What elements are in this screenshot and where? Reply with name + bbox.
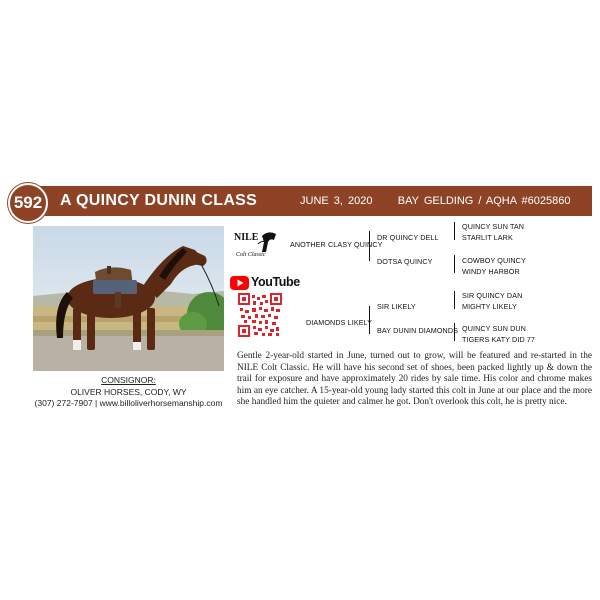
nile-logo-subtext: Colt Classic [236,252,266,258]
pedigree-ggp: MIGHTY LIKELY [462,302,517,311]
pedigree-dam: DIAMONDS LIKELY [306,318,373,327]
lot-meta [300,195,570,207]
pedigree-sire: ANOTHER CLASY QUINCY [290,240,383,249]
pedigree-sire-sire: DR QUINCY DELL [377,233,439,242]
qr-code[interactable] [238,293,282,337]
pedigree-ggp: QUINCY SUN TAN [462,222,525,231]
pedigree-sire-dam: DOTSA QUINCY [377,257,433,266]
pedigree-bracket-dam [369,306,370,334]
pedigree-bracket-ggp-2 [454,255,455,273]
pedigree-ggp: WINDY HARBOR [462,267,520,276]
consignor-label: CONSIGNOR: [101,375,156,385]
consignor-contact[interactable]: (307) 272-7907 | www.billoliverhorsemanship.com [34,398,223,408]
pedigree-ggp: TIGERS KATY DID 77 [462,335,536,344]
nile-colt-classic-logo [232,228,280,260]
lot-number-badge: 592 [8,183,48,223]
horse-photo [33,226,224,371]
horse-description: Gentle 2-year-old started in June, turned out to grow, will be featured and re-started in the NILE Colt Classic. He will have his second set of shoes, been packed lightly up & down the trail for exposure and have approximately 20 rides by sale time. His color and chrome makes him an eye catcher. A 15-year-old young lady started this colt in June at our place and the more she handled him the quieter and calmer he got. Don't overlook this colt, he is pretty nice. [237,351,592,407]
foal-date: JUNE 3, 2020 [300,195,373,207]
pedigree-dam-sire: SIR LIKELY [377,302,416,311]
horse-name: A QUINCY DUNIN CLASS [60,192,258,209]
pedigree-bracket-ggp-3 [454,291,455,309]
nile-logo-text: NILE [234,232,259,243]
pedigree-ggp: SIR QUINCY DAN [462,291,523,300]
consignor-block [33,375,224,410]
pedigree-dam-dam: BAY DUNIN DIAMONDS [377,326,459,335]
pedigree-bracket-sire [369,231,370,261]
pedigree-bracket-ggp-1 [454,222,455,240]
youtube-wordmark[interactable]: YouTube [251,275,300,289]
pedigree-ggp: COWBOY QUINCY [462,256,526,265]
pedigree-ggp: STARLIT LARK [462,233,513,242]
pedigree-bracket-ggp-4 [454,323,455,341]
pedigree-ggp: QUINCY SUN DUN [462,324,526,333]
consignor-name: OLIVER HORSES, CODY, WY [70,386,187,397]
horse-type-registration: BAY GELDING / AQHA #6025860 [397,195,571,207]
